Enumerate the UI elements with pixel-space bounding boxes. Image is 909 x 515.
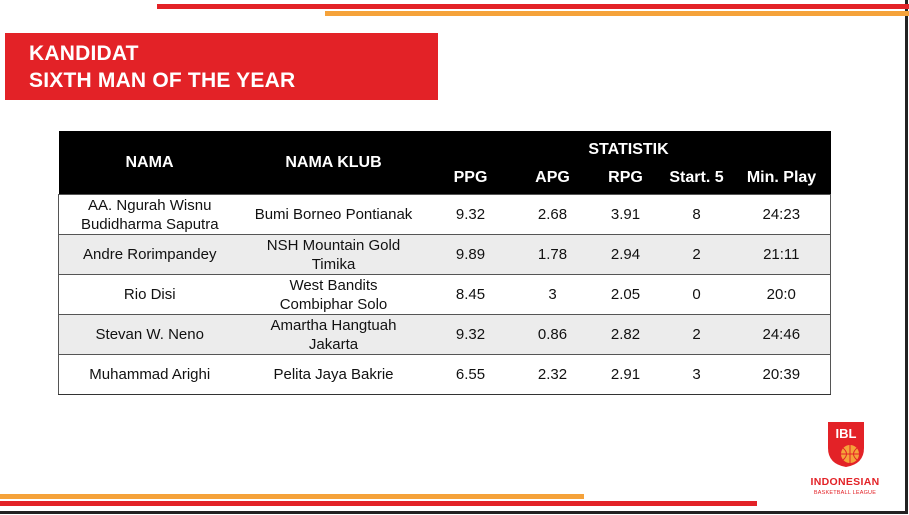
header-statistik: STATISTIK [427, 131, 831, 165]
header-ppg: PPG [427, 165, 515, 195]
table-row [59, 275, 831, 315]
title-line-1: KANDIDAT [29, 42, 139, 65]
logo-name: INDONESIAN [810, 476, 880, 488]
cell-rpg: 2.91 [591, 355, 661, 395]
top-orange-bar [325, 11, 909, 16]
cell-start5: 3 [661, 355, 733, 395]
cell-club: West Bandits Combiphar Solo [241, 275, 427, 315]
cell-ppg: 9.89 [427, 235, 515, 275]
cell-apg: 1.78 [515, 235, 591, 275]
table-row [59, 235, 831, 275]
cell-ppg: 6.55 [427, 355, 515, 395]
cell-club: NSH Mountain Gold Timika [241, 235, 427, 275]
table-row [59, 315, 831, 355]
header-start5: Start. 5 [661, 165, 733, 195]
cell-ppg: 9.32 [427, 315, 515, 355]
cell-rpg: 2.82 [591, 315, 661, 355]
cell-club: Bumi Borneo Pontianak [241, 195, 427, 235]
cell-minplay: 20:0 [733, 275, 831, 315]
cell-rpg: 3.91 [591, 195, 661, 235]
cell-apg: 0.86 [515, 315, 591, 355]
cell-rpg: 2.94 [591, 235, 661, 275]
bottom-orange-bar [0, 494, 584, 499]
cell-name: Stevan W. Neno [59, 315, 241, 355]
cell-apg: 3 [515, 275, 591, 315]
cell-name: Muhammad Arighi [59, 355, 241, 395]
table-row [59, 355, 831, 395]
slide-title [5, 33, 438, 100]
bottom-red-bar [0, 501, 757, 506]
logo-mark: IBL [835, 426, 857, 441]
header-minplay: Min. Play [733, 165, 831, 195]
logo-subtitle: BASKETBALL LEAGUE [813, 490, 877, 496]
cell-start5: 2 [661, 235, 733, 275]
basketball-shield-icon [824, 420, 868, 468]
cell-start5: 2 [661, 315, 733, 355]
cell-apg: 2.32 [515, 355, 591, 395]
top-red-bar [157, 4, 909, 9]
cell-ppg: 8.45 [427, 275, 515, 315]
header-name: NAMA [59, 131, 241, 195]
header-club: NAMA KLUB [241, 131, 427, 195]
cell-minplay: 24:46 [733, 315, 831, 355]
header-rpg: RPG [591, 165, 661, 195]
table-row [59, 195, 831, 235]
cell-minplay: 20:39 [733, 355, 831, 395]
cell-start5: 8 [661, 195, 733, 235]
header-apg: APG [515, 165, 591, 195]
cell-name: Andre Rorimpandey [59, 235, 241, 275]
cell-name: AA. Ngurah Wisnu Budidharma Saputra [59, 195, 241, 235]
cell-club: Amartha Hangtuah Jakarta [241, 315, 427, 355]
cell-minplay: 21:11 [733, 235, 831, 275]
ibl-logo [804, 420, 886, 500]
cell-minplay: 24:23 [733, 195, 831, 235]
cell-start5: 0 [661, 275, 733, 315]
cell-club: Pelita Jaya Bakrie [241, 355, 427, 395]
cell-apg: 2.68 [515, 195, 591, 235]
candidates-table [58, 131, 831, 395]
cell-name: Rio Disi [59, 275, 241, 315]
title-line-2: SIXTH MAN OF THE YEAR [29, 69, 296, 92]
cell-ppg: 9.32 [427, 195, 515, 235]
cell-rpg: 2.05 [591, 275, 661, 315]
